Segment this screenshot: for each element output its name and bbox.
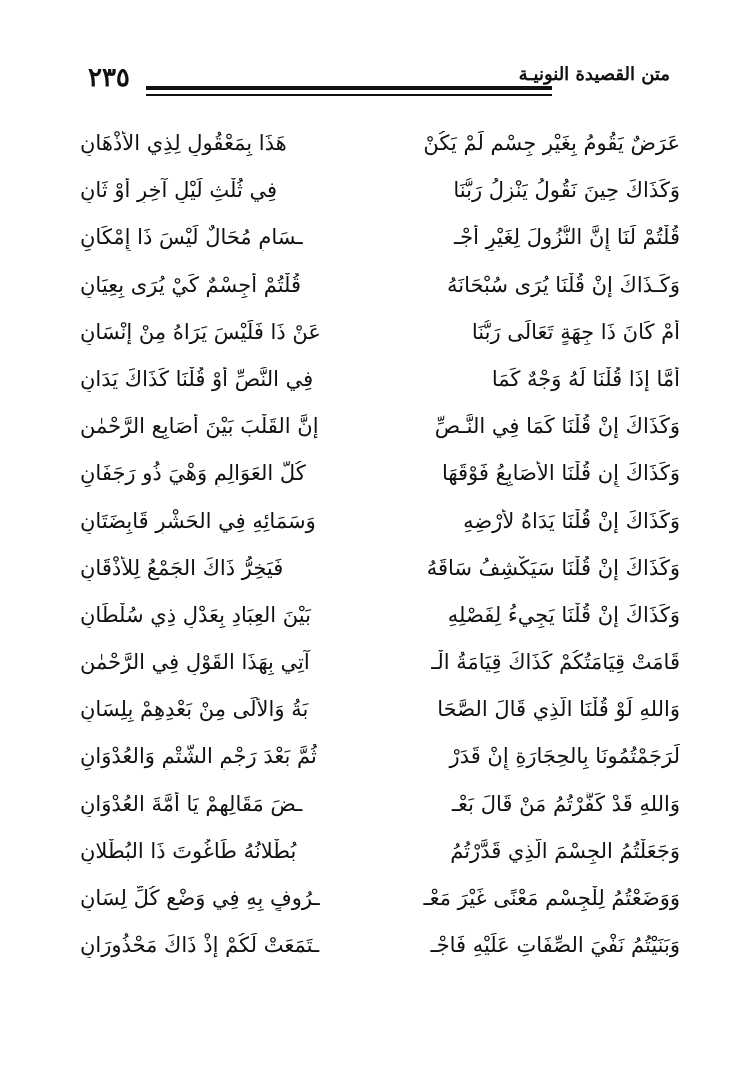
poem-body xyxy=(80,120,680,969)
first-hemistich: وَكَذَاكَ إِنْ قُلْنَا يَدَاهُ لأَرْضِهِ xyxy=(463,508,680,533)
first-hemistich: قُلْتُمْ لَنَا إِنَّ النُّزُولَ لِغَيْرِ أَجْـ xyxy=(453,225,680,250)
second-hemistich: ـرُوفٍ بِهِ فِي وَضْعِ كُلِّ لِسَانِ xyxy=(80,886,320,910)
second-hemistich: ثُمَّ بَعْدَ رَجْمِ الشَّتْمِ وَالعُدْوَانِ xyxy=(80,744,317,769)
first-hemistich: وَكَذَاكَ إِنْ قُلْنَا يَجِيءُ لِفَصْلِهِ xyxy=(447,602,680,627)
verse-line xyxy=(80,781,680,828)
running-title: متن القصيدة النونيـة xyxy=(518,64,670,85)
second-hemistich: إِنَّ القَلْبَ بَيْنَ أَصَابِعِ الرَّحْمٰنِ xyxy=(80,414,319,439)
verse-line xyxy=(80,167,680,214)
first-hemistich: لَرَجَمْتُمُونَا بِالحِجَارَةِ إِنْ قَدَرْ xyxy=(449,744,680,769)
verse-line xyxy=(80,214,680,261)
second-hemistich: ـتَمَعَتْ لَكُمْ إِذْ ذَاكَ مَحْذُورَانِ xyxy=(80,933,320,958)
verse-line xyxy=(80,686,680,733)
verse-line xyxy=(80,403,680,450)
second-hemistich: هَذَا بِمَعْقُولٍ لِذِي الأَذْهَانِ xyxy=(80,131,287,155)
header-rule-thin xyxy=(146,94,552,96)
second-hemistich: بُطْلانُهُ طَاغُوتَ ذَا البُطْلانِ xyxy=(80,838,297,863)
verse-line xyxy=(80,309,680,356)
first-hemistich: وَوَضَعْتُمُ لِلْجِسْمِ مَعْنًى غَيْرَ مَعْـ xyxy=(423,886,680,910)
second-hemistich: فِي النَّصِّ أَوْ قُلْنَا كَذَاكَ يَدَانِ xyxy=(80,366,314,391)
first-hemistich: أَمَّا إِذَا قُلْنَا لَهُ وَجْهٌ كَمَا xyxy=(491,366,680,391)
header-rule-thick xyxy=(146,86,552,90)
second-hemistich: فَيَخِرُّ ذَاكَ الجَمْعُ لِلأَذْقَانِ xyxy=(80,555,284,580)
second-hemistich: ـسَامِ مُحَالٌ لَيْسَ ذَا إِمْكَانِ xyxy=(80,225,303,250)
verse-line xyxy=(80,498,680,545)
second-hemistich: بَيْنَ العِبَادِ بِعَدْلِ ذِي سُلْطَانِ xyxy=(80,602,311,627)
first-hemistich: وَاللهِ قَدْ كَفَّرْتُمُ مَنْ قَالَ بَعْـ xyxy=(451,791,680,816)
verse-line xyxy=(80,545,680,592)
first-hemistich: وَكَذَاكَ حِينَ نَقُولُ يَنْزِلُ رَبُّنَا xyxy=(453,178,680,203)
verse-line xyxy=(80,120,680,167)
first-hemistich: أَمْ كَانَ ذَا جِهَةٍ تَعَالَى رَبُّنَا xyxy=(471,319,680,344)
verse-line xyxy=(80,356,680,403)
second-hemistich: عَنْ ذَا فَلَيْسَ يَرَاهُ مِنْ إِنْسَانِ xyxy=(80,319,321,344)
second-hemistich: قُلْتُمْ أَجِسْمٌ كَيْ يُرَى بِعِيَانِ xyxy=(80,272,302,297)
verse-line xyxy=(80,639,680,686)
verse-line xyxy=(80,828,680,875)
verse-line xyxy=(80,733,680,780)
verse-line xyxy=(80,592,680,639)
verse-line xyxy=(80,922,680,969)
second-hemistich: بَةُ وَالأُلَى مِنْ بَعْدِهِمْ بِلِسَانِ xyxy=(80,697,309,722)
page-header xyxy=(88,58,670,102)
verse-line xyxy=(80,262,680,309)
second-hemistich: آتِي بِهَذَا القَوْلِ فِي الرَّحْمٰنِ xyxy=(80,650,310,675)
first-hemistich: وَاللهِ لَوْ قُلْنَا الَّذِي قَالَ الصَّحَا xyxy=(437,697,680,722)
first-hemistich: وَجَعَلْتُمُ الجِسْمَ الَّذِي قَدَّرْتُمُ xyxy=(450,838,680,863)
second-hemistich: كُلُّ العَوَالِمِ وَهْيَ ذُو رَجَفَانِ xyxy=(80,461,306,486)
first-hemistich: وَكَـذَاكَ إِنْ قُلْنَا يُرَى سُبْحَانَهُ xyxy=(447,272,680,297)
first-hemistich: عَرَضٌ يَقُومُ بِغَيْرِ جِسْمٍ لَمْ يَكُنْ xyxy=(423,131,680,155)
first-hemistich: وَكَذَاكَ إِنْ قُلْنَا سَيَكْشِفُ سَاقَهُ xyxy=(426,555,680,580)
second-hemistich: فِي ثُلْثِ لَيْلٍ آخِرٍ أَوْ ثَانِ xyxy=(80,178,278,203)
first-hemistich: وَكَذَاكَ إِنْ قُلْنَا كَمَا فِي النَّـصِّ xyxy=(434,414,680,439)
second-hemistich: ـضَ مَقَالِهِمْ يَا أُمَّةَ العُدْوَانِ xyxy=(80,791,303,816)
first-hemistich: قَامَتْ قِيَامَتُكُمْ كَذَاكَ قِيَامَةُ الْـ xyxy=(431,650,680,675)
page-number: ٢٣٥ xyxy=(88,63,130,93)
verse-line xyxy=(80,450,680,497)
verse-line xyxy=(80,875,680,922)
second-hemistich: وَسَمَائِهِ فِي الحَشْرِ قَابِضَتَانِ xyxy=(80,508,316,533)
first-hemistich: وَكَذَاكَ إِن قُلْنَا الأَصَابِعُ فَوْقَهَا xyxy=(441,461,680,486)
first-hemistich: وَبَنَيْتُمُ نَفْيَ الصِّفَاتِ عَلَيْهِ فَاجْـ xyxy=(430,933,680,958)
